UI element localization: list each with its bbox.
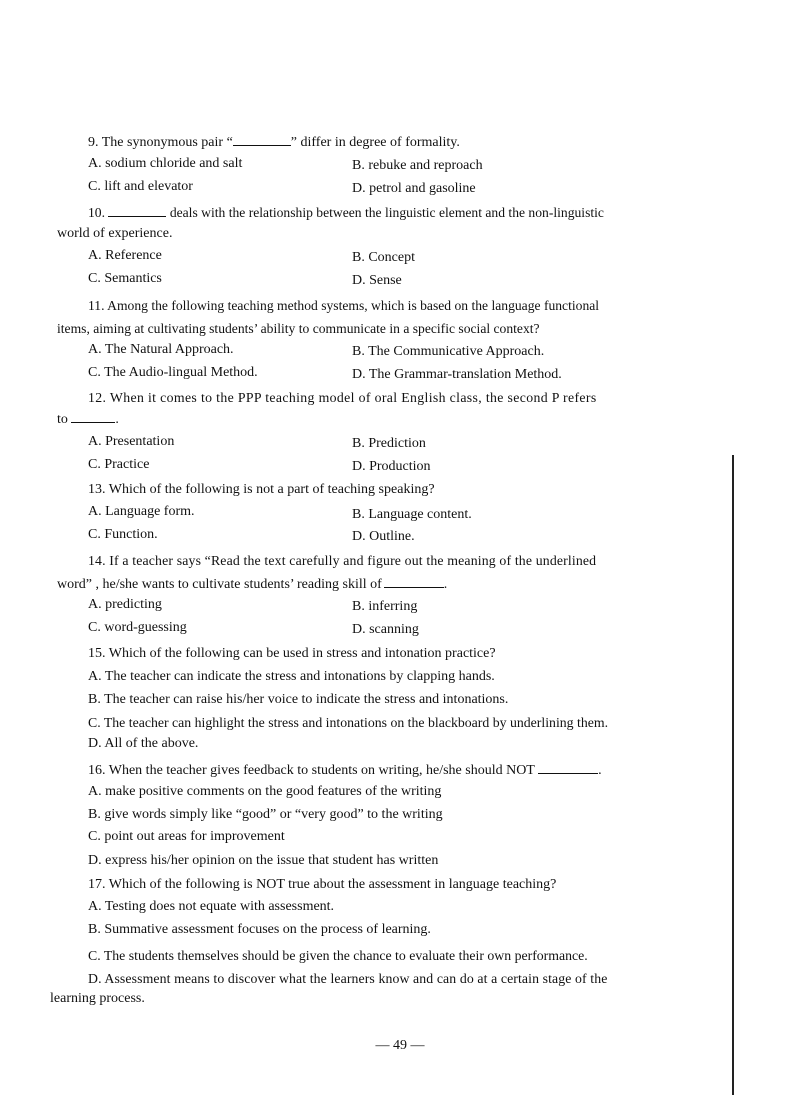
- question-16-stem: 16. When the teacher gives feedback to students on writing, he/she should NOT .: [88, 763, 602, 778]
- question-16-option-c: C. point out areas for improvement: [88, 829, 285, 844]
- answer-blank: [538, 761, 598, 774]
- question-12-option-d: D. Production: [352, 459, 431, 474]
- question-13-option-a: A. Language form.: [88, 504, 195, 519]
- question-11-option-c: C. The Audio-lingual Method.: [88, 365, 258, 380]
- question-14-continuation: word” , he/she wants to cultivate students’ reading skill of .: [57, 577, 448, 592]
- question-16-option-b: B. give words simply like “good” or “very good” to the writing: [88, 807, 443, 822]
- question-10-option-a: A. Reference: [88, 248, 162, 263]
- question-15-option-a: A. The teacher can indicate the stress and intonations by clapping hands.: [88, 669, 495, 684]
- question-17-option-c: C. The students themselves should be given the chance to evaluate their own performance.: [88, 948, 588, 963]
- answer-blank: [233, 133, 291, 146]
- question-9-option-b: B. rebuke and reproach: [352, 158, 483, 173]
- question-12-option-c: C. Practice: [88, 457, 150, 472]
- question-14-option-b: B. inferring: [352, 599, 418, 614]
- question-15-stem: 15. Which of the following can be used in stress and intonation practice?: [88, 646, 496, 661]
- answer-blank: [384, 575, 444, 588]
- question-10-stem: 10. deals with the relationship between the linguistic element and the non-linguistic: [88, 205, 604, 220]
- question-17-option-d: D. Assessment means to discover what the learners know and can do at a certain stage of the: [88, 971, 608, 986]
- question-11-continuation: items, aiming at cultivating students’ ability to communicate in a specific social context?: [57, 321, 540, 336]
- question-13-option-b: B. Language content.: [352, 507, 472, 522]
- question-12-option-a: A. Presentation: [88, 434, 175, 449]
- question-10-option-c: C. Semantics: [88, 271, 162, 286]
- question-11-option-d: D. The Grammar-translation Method.: [352, 367, 562, 382]
- question-17-option-d-continuation: learning process.: [50, 991, 145, 1006]
- question-14-option-c: C. word-guessing: [88, 620, 187, 635]
- question-12-option-b: B. Prediction: [352, 436, 426, 451]
- question-11-option-a: A. The Natural Approach.: [88, 342, 234, 357]
- question-14-option-d: D. scanning: [352, 622, 419, 637]
- question-9-option-d: D. petrol and gasoline: [352, 181, 476, 196]
- answer-blank: [71, 410, 115, 423]
- question-9-stem: 9. The synonymous pair “ ” differ in degree of formality.: [88, 135, 460, 150]
- question-13-option-c: C. Function.: [88, 527, 158, 542]
- question-9-option-a: A. sodium chloride and salt: [88, 156, 243, 171]
- question-17-option-a: A. Testing does not equate with assessment.: [88, 899, 335, 914]
- question-9-option-c: C. lift and elevator: [88, 179, 193, 194]
- page-number: — 49 —: [375, 1038, 425, 1053]
- question-14-stem: 14. If a teacher says “Read the text carefully and figure out the meaning of the underlined: [88, 553, 597, 568]
- question-17-option-b: B. Summative assessment focuses on the process of learning.: [88, 922, 431, 937]
- question-12-stem: 12. When it comes to the PPP teaching model of oral English class, the second P refers: [88, 390, 597, 405]
- question-15-option-c: C. The teacher can highlight the stress and intonations on the blackboard by underlining them.: [88, 715, 609, 730]
- question-11-option-b: B. The Communicative Approach.: [352, 344, 545, 359]
- question-10-option-b: B. Concept: [352, 250, 415, 265]
- question-16-option-d: D. express his/her opinion on the issue that student has written: [88, 853, 439, 868]
- question-15-option-b: B. The teacher can raise his/her voice to indicate the stress and intonations.: [88, 692, 509, 707]
- question-15-option-d: D. All of the above.: [88, 736, 199, 751]
- question-12-continuation: to .: [57, 412, 119, 427]
- question-10-option-d: D. Sense: [352, 273, 402, 288]
- question-10-continuation: world of experience.: [57, 226, 173, 241]
- question-16-option-a: A. make positive comments on the good features of the writing: [88, 784, 442, 799]
- question-13-option-d: D. Outline.: [352, 529, 415, 544]
- question-13-stem: 13. Which of the following is not a part of teaching speaking?: [88, 482, 435, 497]
- question-14-option-a: A. predicting: [88, 597, 162, 612]
- answer-blank: [108, 204, 166, 217]
- scan-edge-line: [732, 455, 734, 1095]
- question-17-stem: 17. Which of the following is NOT true about the assessment in language teaching?: [88, 877, 557, 892]
- question-11-stem: 11. Among the following teaching method systems, which is based on the language functional: [88, 298, 600, 313]
